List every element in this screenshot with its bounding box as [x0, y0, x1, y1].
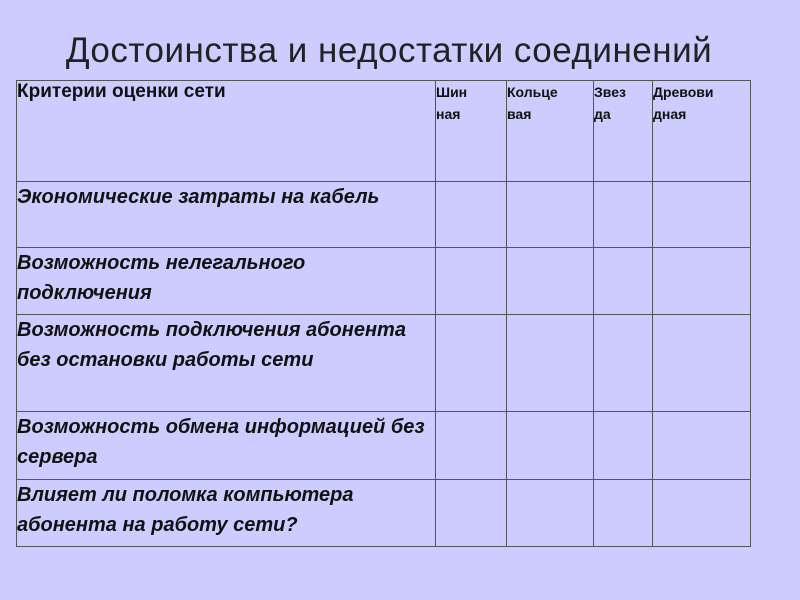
cell-tree — [653, 412, 751, 480]
cell-tree — [653, 182, 751, 248]
cell-star — [594, 480, 653, 547]
topology-header-tree — [653, 81, 751, 182]
criterion-hot-connection: Возможность подключения абонента без остановки работы сети — [17, 315, 436, 412]
table-row — [17, 412, 751, 480]
cell-ring — [507, 480, 594, 547]
topology-header-label: Звез — [594, 84, 626, 100]
table-row — [17, 480, 751, 547]
table-row — [17, 182, 751, 248]
topology-header-ring — [507, 81, 594, 182]
topology-header-label: вая — [507, 106, 532, 122]
cell-bus — [436, 248, 507, 315]
topology-header-label: ная — [436, 106, 461, 122]
topology-header-label: дная — [653, 106, 687, 122]
topology-header-bus — [436, 81, 507, 182]
cell-star — [594, 182, 653, 248]
cell-star — [594, 248, 653, 315]
table-row — [17, 315, 751, 412]
cell-ring — [507, 248, 594, 315]
comparison-table — [16, 80, 751, 547]
cell-bus — [436, 182, 507, 248]
topology-header-label: да — [594, 106, 611, 122]
cell-bus — [436, 480, 507, 547]
cell-tree — [653, 315, 751, 412]
criterion-failure-impact: Влияет ли поломка компьютера абонента на работу сети? — [17, 480, 436, 547]
cell-star — [594, 315, 653, 412]
cell-ring — [507, 412, 594, 480]
cell-ring — [507, 315, 594, 412]
topology-header-label: Кольце — [507, 84, 558, 100]
cell-bus — [436, 412, 507, 480]
criterion-cable-cost: Экономические затраты на кабель — [17, 182, 436, 248]
cell-star — [594, 412, 653, 480]
criterion-serverless-exchange: Возможность обмена информацией без сервера — [17, 412, 436, 480]
criteria-column-header: Критерии оценки сети — [17, 81, 436, 182]
table-row — [17, 248, 751, 315]
topology-header-star — [594, 81, 653, 182]
table-header-row — [17, 81, 751, 182]
cell-ring — [507, 182, 594, 248]
slide-title: Достоинства и недостатки соединений — [65, 31, 713, 70]
criterion-illegal-connection: Возможность нелегального подключения — [17, 248, 436, 315]
cell-tree — [653, 480, 751, 547]
topology-header-label: Шин — [436, 84, 468, 100]
topology-header-label: Древови — [653, 84, 714, 100]
cell-tree — [653, 248, 751, 315]
cell-bus — [436, 315, 507, 412]
